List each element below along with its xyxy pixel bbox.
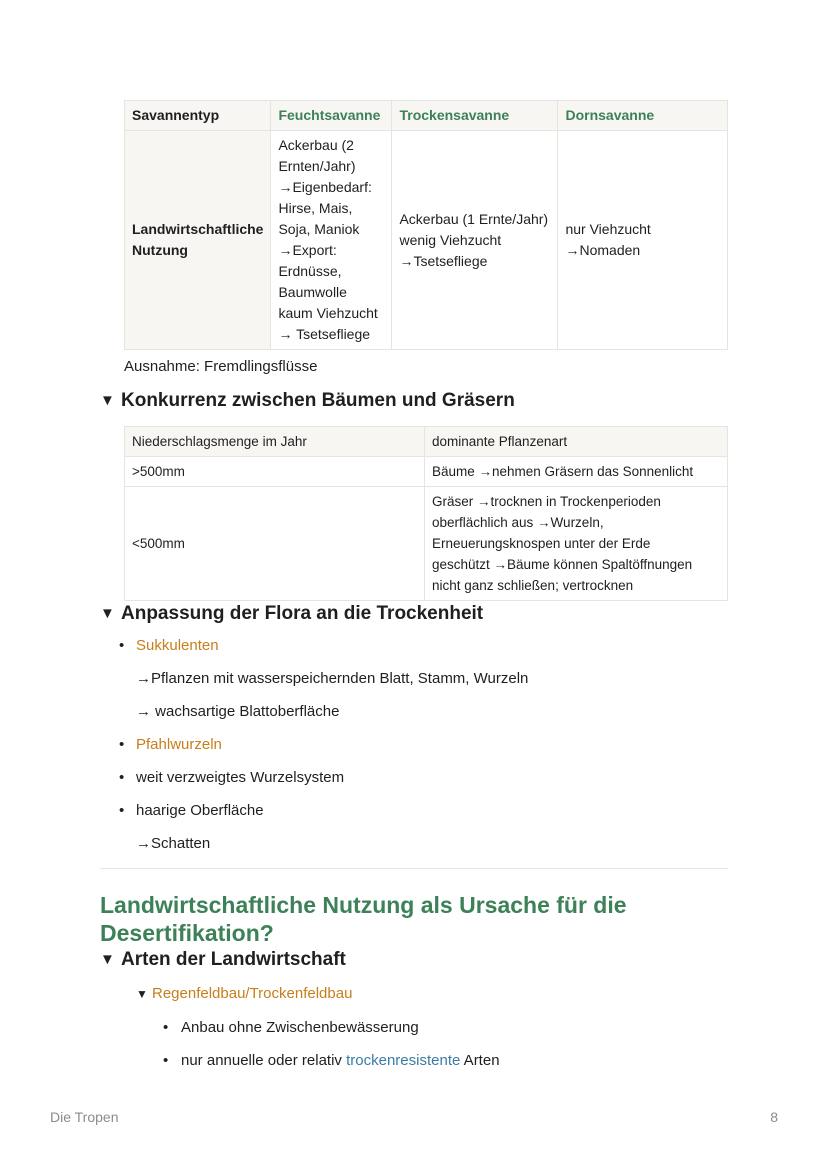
toggle-anpassung[interactable] <box>100 601 728 627</box>
cell-line: nur Viehzucht <box>565 221 651 237</box>
item-text: nur annuelle oder relativ <box>181 1052 347 1069</box>
table-row <box>125 131 728 350</box>
bullet-icon: • <box>119 637 125 654</box>
item-label: weit verzweigtes Wurzelsystem <box>136 769 345 786</box>
cell-line: Gräser →trocknen in Trockenperioden <box>432 494 661 509</box>
list-item <box>119 734 728 756</box>
precipitation-table <box>124 426 728 601</box>
spacer <box>136 690 728 701</box>
item-text: Arten <box>460 1052 500 1069</box>
triangle-down-icon[interactable]: ▼ <box>100 392 115 409</box>
table-row <box>125 487 728 601</box>
list-item-sub <box>136 701 728 723</box>
cell-line: →Nomaden <box>565 242 641 258</box>
toggle-title: Arten der Landwirtschaft <box>121 949 346 970</box>
cell-line: Hirse, Mais, <box>278 200 353 216</box>
cell-line: →Export: <box>278 242 337 258</box>
table-header-row <box>125 101 728 131</box>
toggle-arten[interactable] <box>100 947 728 973</box>
item-label: Anbau ohne Zwischenbewässerung <box>181 1019 419 1036</box>
list-item <box>163 1050 728 1072</box>
table-cell: dominante Pflanzenart <box>425 427 728 457</box>
cell-line: geschützt →Bäume können Spaltöffnungen <box>432 557 693 572</box>
cell-line: Ackerbau (2 <box>278 137 354 153</box>
triangle-down-icon[interactable]: ▼ <box>100 951 115 968</box>
cell-line: →Tsetsefliege <box>399 252 488 269</box>
row-label-line: Landwirtschaftliche <box>132 221 264 237</box>
cell-line: Ernten/Jahr) <box>278 158 356 174</box>
heading-line: Desertifikation? <box>100 920 274 946</box>
toggle-title: Regenfeldbau/Trockenfeldbau <box>152 985 353 1002</box>
toggle-title: Konkurrenz zwischen Bäumen und Gräsern <box>121 390 515 411</box>
header-dornsavanne: Dornsavanne <box>558 101 728 131</box>
row-label <box>125 131 271 350</box>
link-trockenresistente[interactable]: trockenresistente <box>346 1052 461 1069</box>
spacer <box>136 822 728 833</box>
spacer <box>136 789 728 800</box>
heading-line: Landwirtschaftliche Nutzung als Ursache für die <box>100 892 627 918</box>
footer-title: Die Tropen <box>50 1109 119 1125</box>
arten-list <box>100 1017 728 1072</box>
triangle-down-icon[interactable]: ▼ <box>100 605 115 622</box>
bullet-icon: • <box>119 802 125 819</box>
list-item-sub <box>136 833 728 855</box>
sub-text: →Schatten <box>136 835 211 852</box>
table-row <box>125 457 728 487</box>
spacer <box>136 723 728 734</box>
item-label: Pfahlwurzeln <box>136 736 222 753</box>
section-heading <box>100 891 728 947</box>
cell-dornsavanne <box>558 131 728 350</box>
page-number: 8 <box>770 1109 778 1125</box>
list-item-sub <box>136 668 728 690</box>
list-item <box>163 1017 728 1039</box>
sub-text: → wachsartige Blattoberfläche <box>136 703 340 720</box>
header-savannentyp: Savannentyp <box>125 101 271 131</box>
toggle-konkurrenz[interactable] <box>100 388 728 414</box>
cell-line: Erdnüsse, <box>278 263 342 279</box>
triangle-down-icon[interactable]: ▼ <box>136 987 148 1001</box>
cell-line: oberflächlich aus →Wurzeln, <box>432 515 604 530</box>
table-cell: <500mm <box>125 487 425 601</box>
row-label-line: Nutzung <box>132 242 188 258</box>
cell-line: → Tsetsefliege <box>278 326 371 342</box>
cell-line: Baumwolle <box>278 284 347 300</box>
divider <box>100 868 728 869</box>
bullet-icon: • <box>119 736 125 753</box>
cell-line: Ackerbau (1 Ernte/Jahr) <box>399 210 549 227</box>
table-cell <box>425 487 728 601</box>
adaptation-list <box>100 635 728 855</box>
item-label: haarige Oberfläche <box>136 802 264 819</box>
cell-line: kaum Viehzucht <box>278 305 378 321</box>
spacer <box>136 756 728 767</box>
savanna-table <box>124 100 728 350</box>
table-cell: >500mm <box>125 457 425 487</box>
cell-line: Soja, Maniok <box>278 221 360 237</box>
spacer <box>181 1039 728 1050</box>
table-header-row <box>125 427 728 457</box>
bullet-icon: • <box>119 769 125 786</box>
item-label: Sukkulenten <box>136 637 219 654</box>
toggle-title: Anpassung der Flora an die Trockenheit <box>121 603 484 624</box>
cell-line: wenig Viehzucht <box>399 231 502 248</box>
bullet-icon: • <box>163 1052 169 1069</box>
table-cell: Niederschlagsmenge im Jahr <box>125 427 425 457</box>
list-item <box>119 635 728 657</box>
spacer <box>136 657 728 668</box>
note-text: Ausnahme: Fremdlingsflüsse <box>124 358 318 375</box>
bullet-icon: • <box>163 1019 169 1036</box>
table-cell: Bäume →nehmen Gräsern das Sonnenlicht <box>425 457 728 487</box>
cell-line: nicht ganz schließen; vertrocknen <box>432 578 634 593</box>
toggle-regenfeldbau[interactable] <box>136 983 728 1005</box>
cell-line: Erneuerungsknospen unter der Erde <box>432 536 651 551</box>
sub-text: →Pflanzen mit wasserspeichernden Blatt, Stamm, Wurzeln <box>136 670 529 687</box>
cell-feuchtsavanne <box>271 131 392 350</box>
cell-line: →Eigenbedarf: <box>278 179 372 195</box>
header-feuchtsavanne: Feuchtsavanne <box>271 101 392 131</box>
list-item <box>119 800 728 822</box>
cell-trockensavanne <box>392 131 558 350</box>
list-item <box>119 767 728 789</box>
page-content <box>100 100 728 1072</box>
header-trockensavanne: Trockensavanne <box>392 101 558 131</box>
